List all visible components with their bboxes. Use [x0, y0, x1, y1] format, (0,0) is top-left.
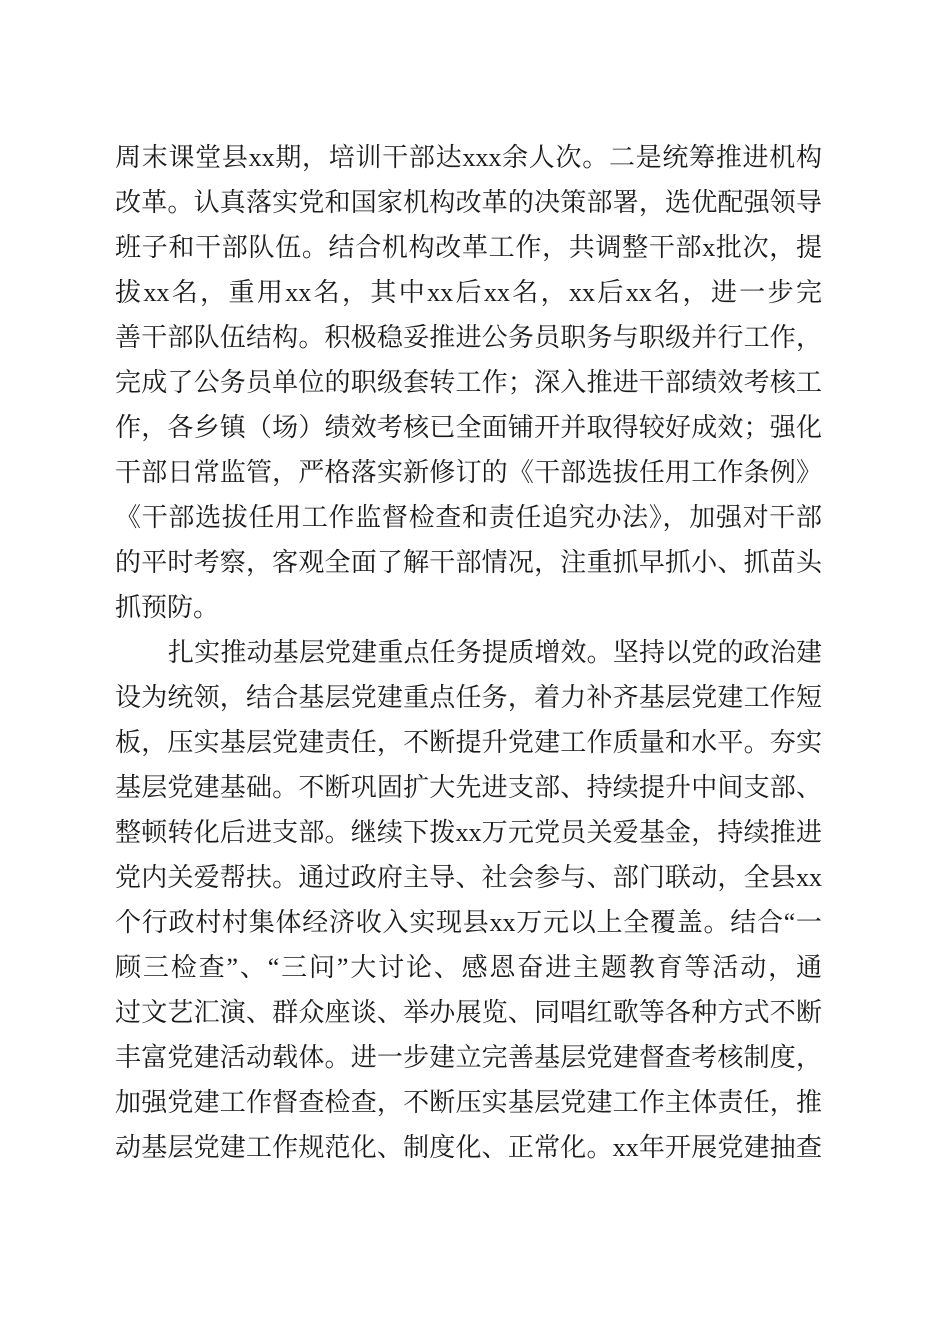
text-line: 基层党建基础。不断巩固扩大先进支部、持续提升中间支部、: [115, 773, 822, 802]
text-line: 设为统领，结合基层党建重点任务，着力补齐基层党建工作短: [115, 683, 822, 712]
text-line: 党内关爱帮扶。通过政府主导、社会参与、部门联动，全县xx: [115, 863, 822, 892]
text-line: 抓预防。: [115, 593, 220, 622]
text-line: 改革。认真落实党和国家机构改革的决策部署，选优配强领导: [115, 188, 822, 217]
document-body: [115, 135, 822, 1170]
text-line: 干部日常监管，严格落实新修订的《干部选拔任用工作条例》: [115, 458, 822, 487]
text-line: 丰富党建活动载体。进一步建立完善基层党建督查考核制度，: [115, 1043, 822, 1072]
text-line: 完成了公务员单位的职级套转工作；深入推进干部绩效考核工: [115, 368, 822, 397]
text-line: 加强党建工作督查检查，不断压实基层党建工作主体责任，推: [115, 1088, 822, 1117]
text-line: 拔xx名，重用xx名，其中xx后xx名，xx后xx名，进一步完: [115, 278, 822, 307]
text-line: 过文艺汇演、群众座谈、举办展览、同唱红歌等各种方式不断: [115, 998, 822, 1027]
text-line: 顾三检查”、“三问”大讨论、感恩奋进主题教育等活动，通: [115, 953, 822, 982]
text-line: 扎实推动基层党建重点任务提质增效。坚持以党的政治建: [168, 638, 822, 667]
text-line: 善干部队伍结构。积极稳妥推进公务员职务与职级并行工作，: [115, 323, 822, 352]
text-line: 班子和干部队伍。结合机构改革工作，共调整干部x批次，提: [115, 233, 822, 262]
text-line: 整顿转化后进支部。继续下拨xx万元党员关爱基金，持续推进: [115, 818, 822, 847]
text-line: 《干部选拔任用工作监督检查和责任追究办法》，加强对干部: [115, 503, 822, 532]
text-line: 周末课堂县xx期，培训干部达xxx余人次。二是统筹推进机构: [115, 143, 822, 172]
text-line: 作，各乡镇（场）绩效考核已全面铺开并取得较好成效；强化: [115, 413, 822, 442]
text-line: 的平时考察，客观全面了解干部情况，注重抓早抓小、抓苗头: [115, 548, 822, 577]
text-line: 板，压实基层党建责任，不断提升党建工作质量和水平。夯实: [115, 728, 822, 757]
text-line: 动基层党建工作规范化、制度化、正常化。xx年开展党建抽查: [115, 1133, 822, 1162]
text-line: 个行政村村集体经济收入实现县xx万元以上全覆盖。结合“一: [115, 908, 822, 937]
